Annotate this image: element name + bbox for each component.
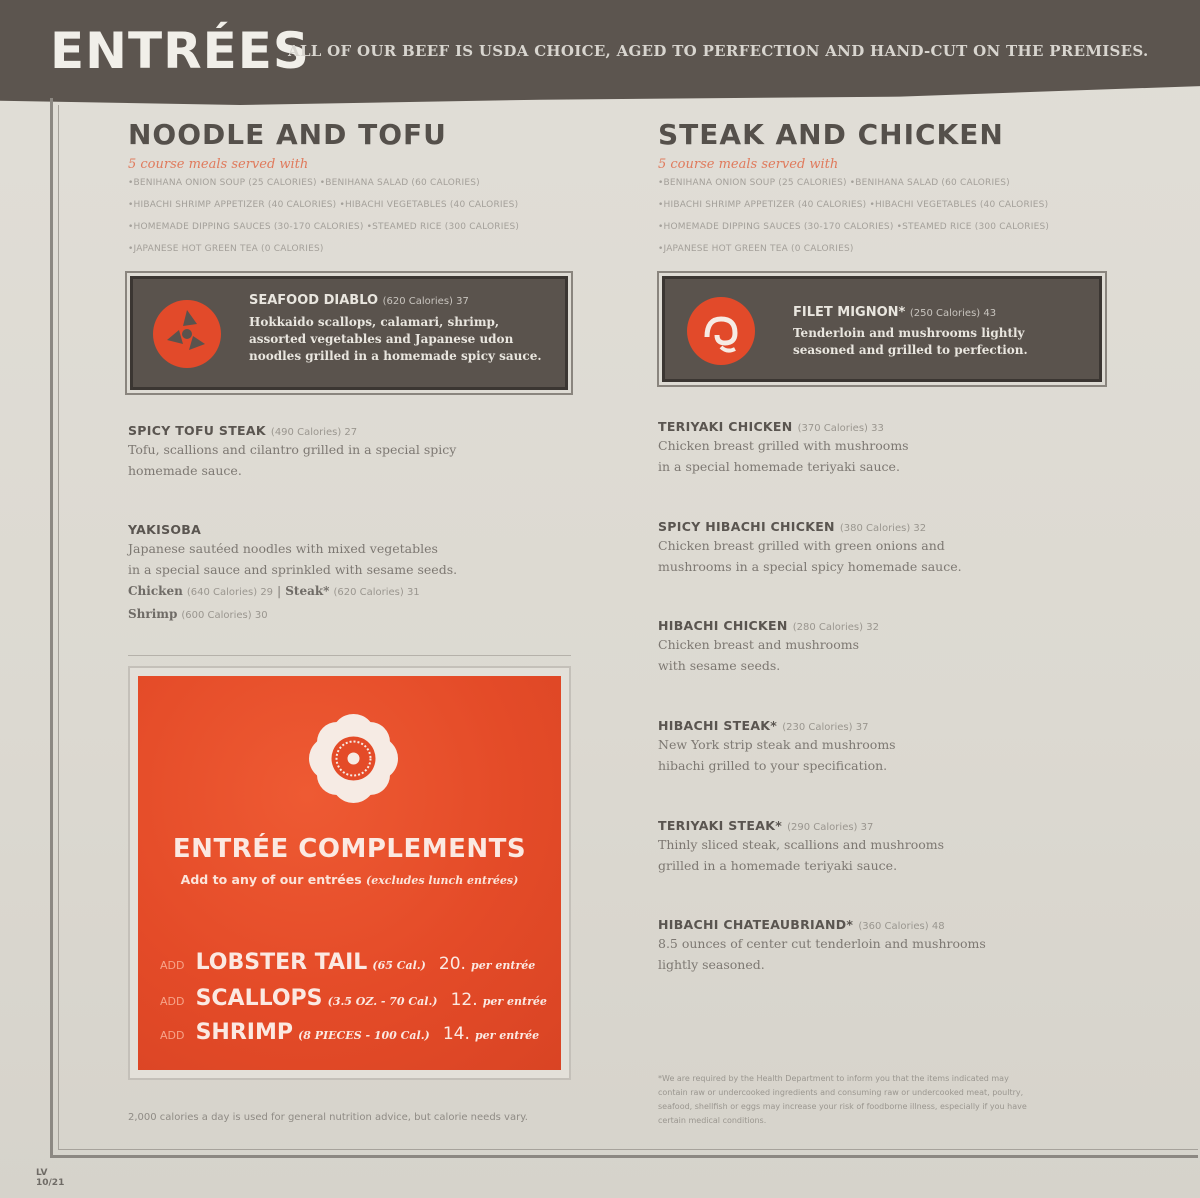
- item-description: [658, 634, 1138, 676]
- variant-chicken-calories: (640 Calories) 29: [186, 587, 274, 598]
- item-desc-line: lightly seasoned.: [658, 957, 765, 972]
- menu-item-hibachi-chateaubriand: [658, 914, 1138, 975]
- item-calories: (230 Calories) 37: [782, 722, 869, 733]
- addon-name: SCALLOPS: [195, 986, 323, 1011]
- item-name: TERIYAKI CHICKEN: [658, 419, 793, 434]
- feature-desc-line: Hokkaido scallops, calamari, shrimp,: [249, 315, 500, 329]
- complements-subtitle-text: Add to any of our entrées: [180, 872, 362, 887]
- feature-desc-line: Tenderloin and mushrooms lightly: [793, 326, 1025, 340]
- health-department-footnote: [658, 1072, 1128, 1128]
- course-line: •HIBACHI SHRIMP APPETIZER (40 CALORIES) •HIBACHI VEGETABLES (40 CALORIES): [128, 200, 519, 210]
- addon-note: (8 PIECES - 100 Cal.): [298, 1029, 430, 1042]
- course-line: •JAPANESE HOT GREEN TEA (0 CALORIES): [128, 244, 324, 254]
- item-desc-line: Chicken breast and mushrooms: [658, 637, 859, 652]
- feature-desc-line: noodles grilled in a homemade spicy sauce.: [249, 349, 542, 363]
- course-line: •HOMEMADE DIPPING SAUCES (30-170 CALORIES) •STEAMED RICE (300 CALORIES): [658, 222, 1050, 232]
- item-name: SPICY HIBACHI CHICKEN: [658, 519, 835, 534]
- addon-price: 12.: [450, 990, 478, 1010]
- item-name: HIBACHI CHICKEN: [658, 618, 788, 633]
- section-title: STEAK AND CHICKEN: [658, 118, 1004, 151]
- addon-prefix: ADD: [160, 959, 185, 972]
- feature-description: [249, 314, 542, 365]
- item-desc-line: hibachi grilled to your specification.: [658, 758, 888, 773]
- menu-item-yakisoba: [128, 519, 578, 626]
- page-title: ENTRÉES: [50, 22, 310, 80]
- course-intro: 5 course meals served with: [128, 157, 309, 172]
- noodle-tofu-section: [128, 118, 578, 260]
- course-line: •BENIHANA ONION SOUP (25 CALORIES) •BENIHANA SALAD (60 CALORIES): [128, 178, 480, 188]
- feature-calories: (620 Calories) 37: [382, 296, 469, 307]
- course-intro: 5 course meals served with: [658, 157, 839, 172]
- variant-shrimp: Shrimp: [128, 607, 178, 621]
- feature-name: FILET MIGNON*: [793, 305, 906, 320]
- feature-filet-mignon: [662, 276, 1102, 382]
- entree-complements-box: [128, 666, 571, 1080]
- variant-separator: |: [277, 583, 282, 598]
- item-calories: (490 Calories) 27: [270, 427, 358, 438]
- addon-note: (3.5 OZ. - 70 Cal.): [327, 995, 438, 1008]
- item-calories: (380 Calories) 32: [839, 523, 927, 534]
- item-name: HIBACHI CHATEAUBRIAND*: [658, 917, 854, 932]
- footnote-line: certain medical conditions.: [658, 1116, 767, 1125]
- item-calories: (280 Calories) 32: [792, 622, 879, 633]
- item-calories: (370 Calories) 33: [797, 423, 884, 434]
- course-line: •HIBACHI SHRIMP APPETIZER (40 CALORIES) •HIBACHI VEGETABLES (40 CALORIES): [658, 200, 1049, 210]
- item-desc-line: in a special homemade teriyaki sauce.: [658, 459, 900, 474]
- item-desc-line: Thinly sliced steak, scallions and mushrooms: [658, 837, 945, 852]
- item-calories: (290 Calories) 37: [787, 822, 874, 833]
- menu-item-teriyaki-steak: [658, 815, 1138, 876]
- item-description: [658, 435, 1138, 477]
- menu-item-teriyaki-chicken: [658, 416, 1138, 477]
- feature-description: [793, 325, 1028, 359]
- calorie-footnote: 2,000 calories a day is used for general nutrition advice, but calorie needs vary.: [128, 1112, 528, 1123]
- menu-item-spicy-tofu-steak: [128, 420, 578, 481]
- steak-chicken-section: [658, 118, 1138, 260]
- complements-subtitle-note: (excludes lunch entrées): [366, 874, 519, 887]
- feature-desc-line: assorted vegetables and Japanese udon: [249, 332, 514, 346]
- complements-panel: [138, 676, 561, 1070]
- course-line: •BENIHANA ONION SOUP (25 CALORIES) •BENIHANA SALAD (60 CALORIES): [658, 178, 1010, 188]
- footnote-line: seafood, shellfish or eggs may increase your risk of foodborne illness, especially if you have: [658, 1102, 1027, 1111]
- addon-price: 14.: [442, 1024, 470, 1044]
- section-divider: [128, 655, 571, 656]
- item-desc-line: mushrooms in a special spicy homemade sauce.: [658, 559, 962, 574]
- item-description: [658, 734, 1138, 776]
- item-desc-line: Chicken breast grilled with mushrooms: [658, 438, 909, 453]
- addon-per: per entrée: [474, 1029, 540, 1042]
- item-calories: (360 Calories) 48: [858, 921, 945, 932]
- menu-item-hibachi-chicken: [658, 615, 1138, 676]
- feature-calories: (250 Calories) 43: [909, 308, 997, 319]
- feature-desc-line: seasoned and grilled to perfection.: [793, 343, 1028, 357]
- menu-item-spicy-hibachi-chicken: [658, 516, 1138, 577]
- course-items: [658, 172, 1138, 260]
- variant-steak-calories: (620 Calories) 31: [333, 587, 420, 598]
- addon-lobster-tail: [160, 950, 535, 975]
- addon-name: SHRIMP: [195, 1020, 293, 1045]
- addon-name: LOBSTER TAIL: [195, 950, 368, 975]
- item-description: [658, 933, 1138, 975]
- item-description: [128, 538, 578, 580]
- item-name: TERIYAKI STEAK*: [658, 818, 783, 833]
- footnote-line: *We are required by the Health Department to inform you that the items indicated may: [658, 1074, 1009, 1083]
- menu-item-hibachi-steak: [658, 715, 1138, 776]
- flower-crest-icon: [301, 706, 406, 811]
- item-desc-line: with sesame seeds.: [658, 658, 781, 673]
- addon-prefix: ADD: [160, 995, 185, 1008]
- yakisoba-variants-row-1: [128, 580, 578, 603]
- swirl-emblem-icon: [687, 297, 755, 365]
- item-desc-line: Tofu, scallions and cilantro grilled in a special spicy: [128, 442, 457, 457]
- item-desc-line: Japanese sautéed noodles with mixed vegetables: [128, 541, 438, 556]
- variant-shrimp-calories: (600 Calories) 30: [181, 610, 268, 621]
- variant-steak: Steak*: [285, 584, 330, 598]
- feature-title: [249, 293, 469, 308]
- variant-chicken: Chicken: [128, 584, 183, 598]
- complements-subtitle: [138, 872, 561, 887]
- item-desc-line: New York strip steak and mushrooms: [658, 737, 896, 752]
- addon-note: (65 Cal.): [372, 959, 426, 972]
- complements-title: ENTRÉE COMPLEMENTS: [172, 834, 527, 864]
- footnote-line: contain raw or undercooked ingredients and consuming raw or undercooked meat, poultry,: [658, 1088, 1024, 1097]
- item-description: [128, 439, 578, 481]
- addon-shrimp: [160, 1020, 539, 1045]
- course-items: [128, 172, 578, 260]
- item-desc-line: in a special sauce and sprinkled with sesame seeds.: [128, 562, 458, 577]
- item-desc-line: Chicken breast grilled with green onions and: [658, 538, 945, 553]
- page-code-line: 10/21: [36, 1178, 65, 1188]
- yakisoba-variants-row-2: [128, 603, 578, 626]
- section-title: NOODLE AND TOFU: [128, 118, 447, 151]
- item-desc-line: grilled in a homemade teriyaki sauce.: [658, 858, 898, 873]
- feature-title: [793, 305, 996, 320]
- addon-price: 20.: [438, 954, 466, 974]
- page-code: [36, 1168, 64, 1188]
- item-desc-line: homemade sauce.: [128, 463, 242, 478]
- header-tagline: ALL OF OUR BEEF IS USDA CHOICE, AGED TO PERFECTION AND HAND-CUT ON THE PREMISES.: [288, 42, 1149, 60]
- wave-emblem-icon: [153, 300, 221, 368]
- addon-prefix: ADD: [160, 1029, 185, 1042]
- item-description: [658, 535, 1138, 577]
- addon-per: per entrée: [471, 959, 536, 972]
- page-code-line: LV: [36, 1168, 48, 1178]
- feature-seafood-diablo: [130, 276, 568, 390]
- item-name: SPICY TOFU STEAK: [128, 423, 266, 438]
- item-desc-line: 8.5 ounces of center cut tenderloin and mushrooms: [658, 936, 986, 951]
- item-name: HIBACHI STEAK*: [658, 718, 778, 733]
- course-line: •HOMEMADE DIPPING SAUCES (30-170 CALORIES) •STEAMED RICE (300 CALORIES): [128, 222, 520, 232]
- item-name: YAKISOBA: [128, 522, 202, 537]
- item-description: [658, 834, 1138, 876]
- addon-scallops: [160, 986, 547, 1011]
- course-line: •JAPANESE HOT GREEN TEA (0 CALORIES): [658, 244, 854, 254]
- addon-per: per entrée: [482, 995, 547, 1008]
- feature-name: SEAFOOD DIABLO: [249, 293, 379, 308]
